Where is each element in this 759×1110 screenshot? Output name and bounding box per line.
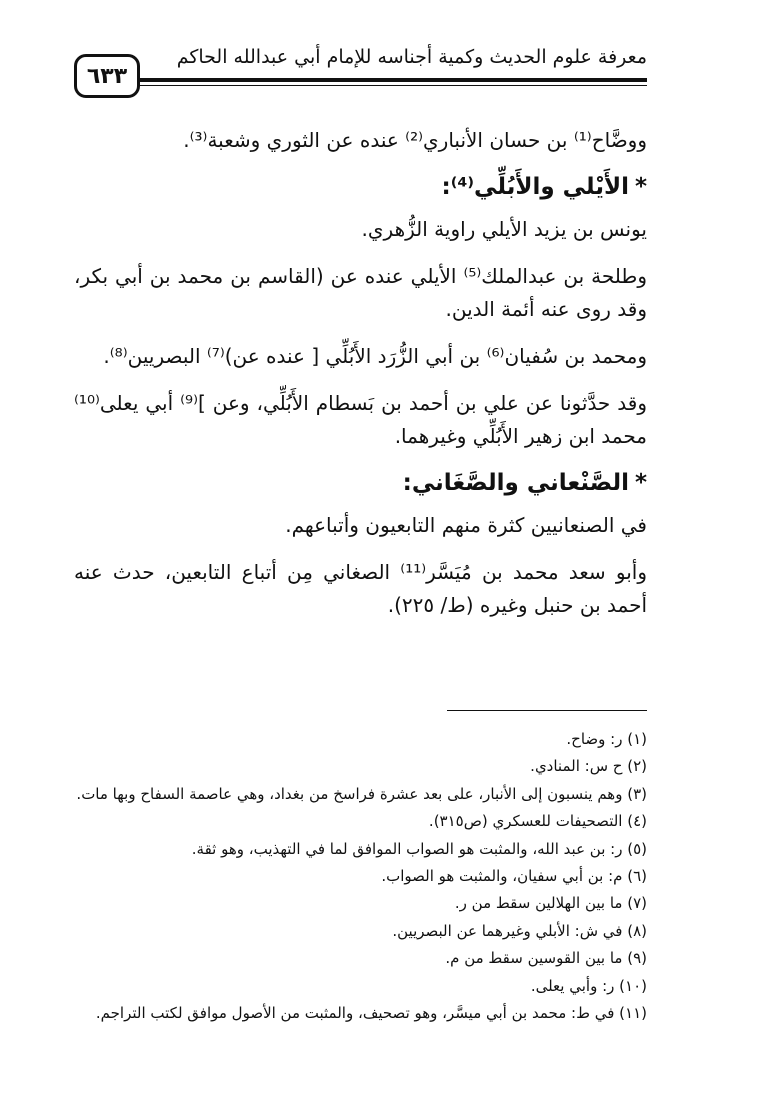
page-number-badge bbox=[74, 54, 140, 98]
header-rule bbox=[140, 78, 647, 82]
footnote-item: (٢) ح س: المنادي. bbox=[530, 757, 647, 776]
running-header bbox=[74, 42, 647, 89]
section-heading-sanani-text: الصَّنْعاني والصَّغَاني: bbox=[402, 470, 629, 496]
footnote-item: (٣) وهم ينسبون إلى الأنبار، على بعد عشرة فراسخ من بغداد، وهي عاصمة السفاح وبها مات. bbox=[76, 784, 647, 803]
paragraph-3: وطلحة بن عبدالملك⁽⁵⁾ الأيلي عنده عن (القاسم بن محمد بن أبي بكر، وقد روى عنه أئمة الدين. bbox=[74, 264, 647, 321]
footnote-item: (١) ر: وضاح. bbox=[566, 730, 647, 748]
footnotes bbox=[74, 726, 647, 1027]
footnote-item: (٥) ر: بن عبد الله، والمثبت هو الصواب الموافق لما في التهذيب، وهو ثقة. bbox=[191, 839, 647, 858]
footnote-item: (٩) ما بين القوسين سقط من م. bbox=[445, 949, 647, 968]
footnote-item: (٧) ما بين الهلالين سقط من ر. bbox=[454, 894, 647, 913]
heading-star-marker: * bbox=[634, 174, 647, 200]
section-heading-sanani bbox=[74, 463, 647, 503]
section-heading-ayli bbox=[74, 167, 647, 207]
footnote-item: (٤) التصحيفات للعسكري (ص٣١٥). bbox=[428, 812, 647, 831]
heading-star-marker: * bbox=[634, 470, 647, 496]
paragraph-4: ومحمد بن سُفيان⁽⁶⁾ بن أبي الزُّرَد الأَبُلِّي [ عنده عن)⁽⁷⁾ البصريين⁽⁸⁾. bbox=[103, 344, 647, 368]
section-heading-ayli-text: الأَيْلي والأَبُلِّي⁽⁴⁾: bbox=[441, 174, 629, 200]
page-number: ٦٣٣ bbox=[86, 63, 128, 89]
paragraph-5: وقد حدَّثونا عن علي بن أحمد بن بَسطام الأَبُلِّي، وعن ]⁽⁹⁾ أبي يعلى⁽¹⁰⁾ محمد ابن زهير الأَبُلِّي وغيرهما. bbox=[74, 391, 647, 448]
main-text bbox=[74, 124, 647, 622]
paragraph-2: يونس بن يزيد الأيلي راوية الزُّهري. bbox=[361, 217, 647, 241]
header-rule-thin bbox=[140, 85, 647, 86]
footnote-item: (٨) في ش: الأبلي وغيرهما عن البصريين. bbox=[392, 921, 647, 940]
paragraph-1: ووضَّاح⁽¹⁾ بن حسان الأنباري⁽²⁾ عنده عن الثوري وشعبة⁽³⁾. bbox=[183, 128, 647, 152]
running-header-title: معرفة علوم الحديث وكمية أجناسه للإمام أبي عبدالله الحاكم bbox=[176, 46, 647, 68]
footnote-item: (١١) في ط: محمد بن أبي ميسَّر، وهو تصحيف، والمثبت من الأصول موافق لكتب التراجم. bbox=[95, 1004, 647, 1023]
footnote-item: (٦) م: بن أبي سفيان، والمثبت هو الصواب. bbox=[381, 867, 647, 886]
paragraph-7: وأبو سعد محمد بن مُيَسَّر⁽¹¹⁾ الصغاني مِن أتباع التابعين، حدث عنه أحمد بن حنبل وغيره (ط/ ٢٢٥). bbox=[74, 560, 647, 617]
footnote-separator bbox=[447, 710, 647, 711]
paragraph-6: في الصنعانيين كثرة منهم التابعيون وأتباعهم. bbox=[285, 513, 647, 537]
footnote-item: (١٠) ر: وأبي يعلى. bbox=[530, 976, 647, 995]
